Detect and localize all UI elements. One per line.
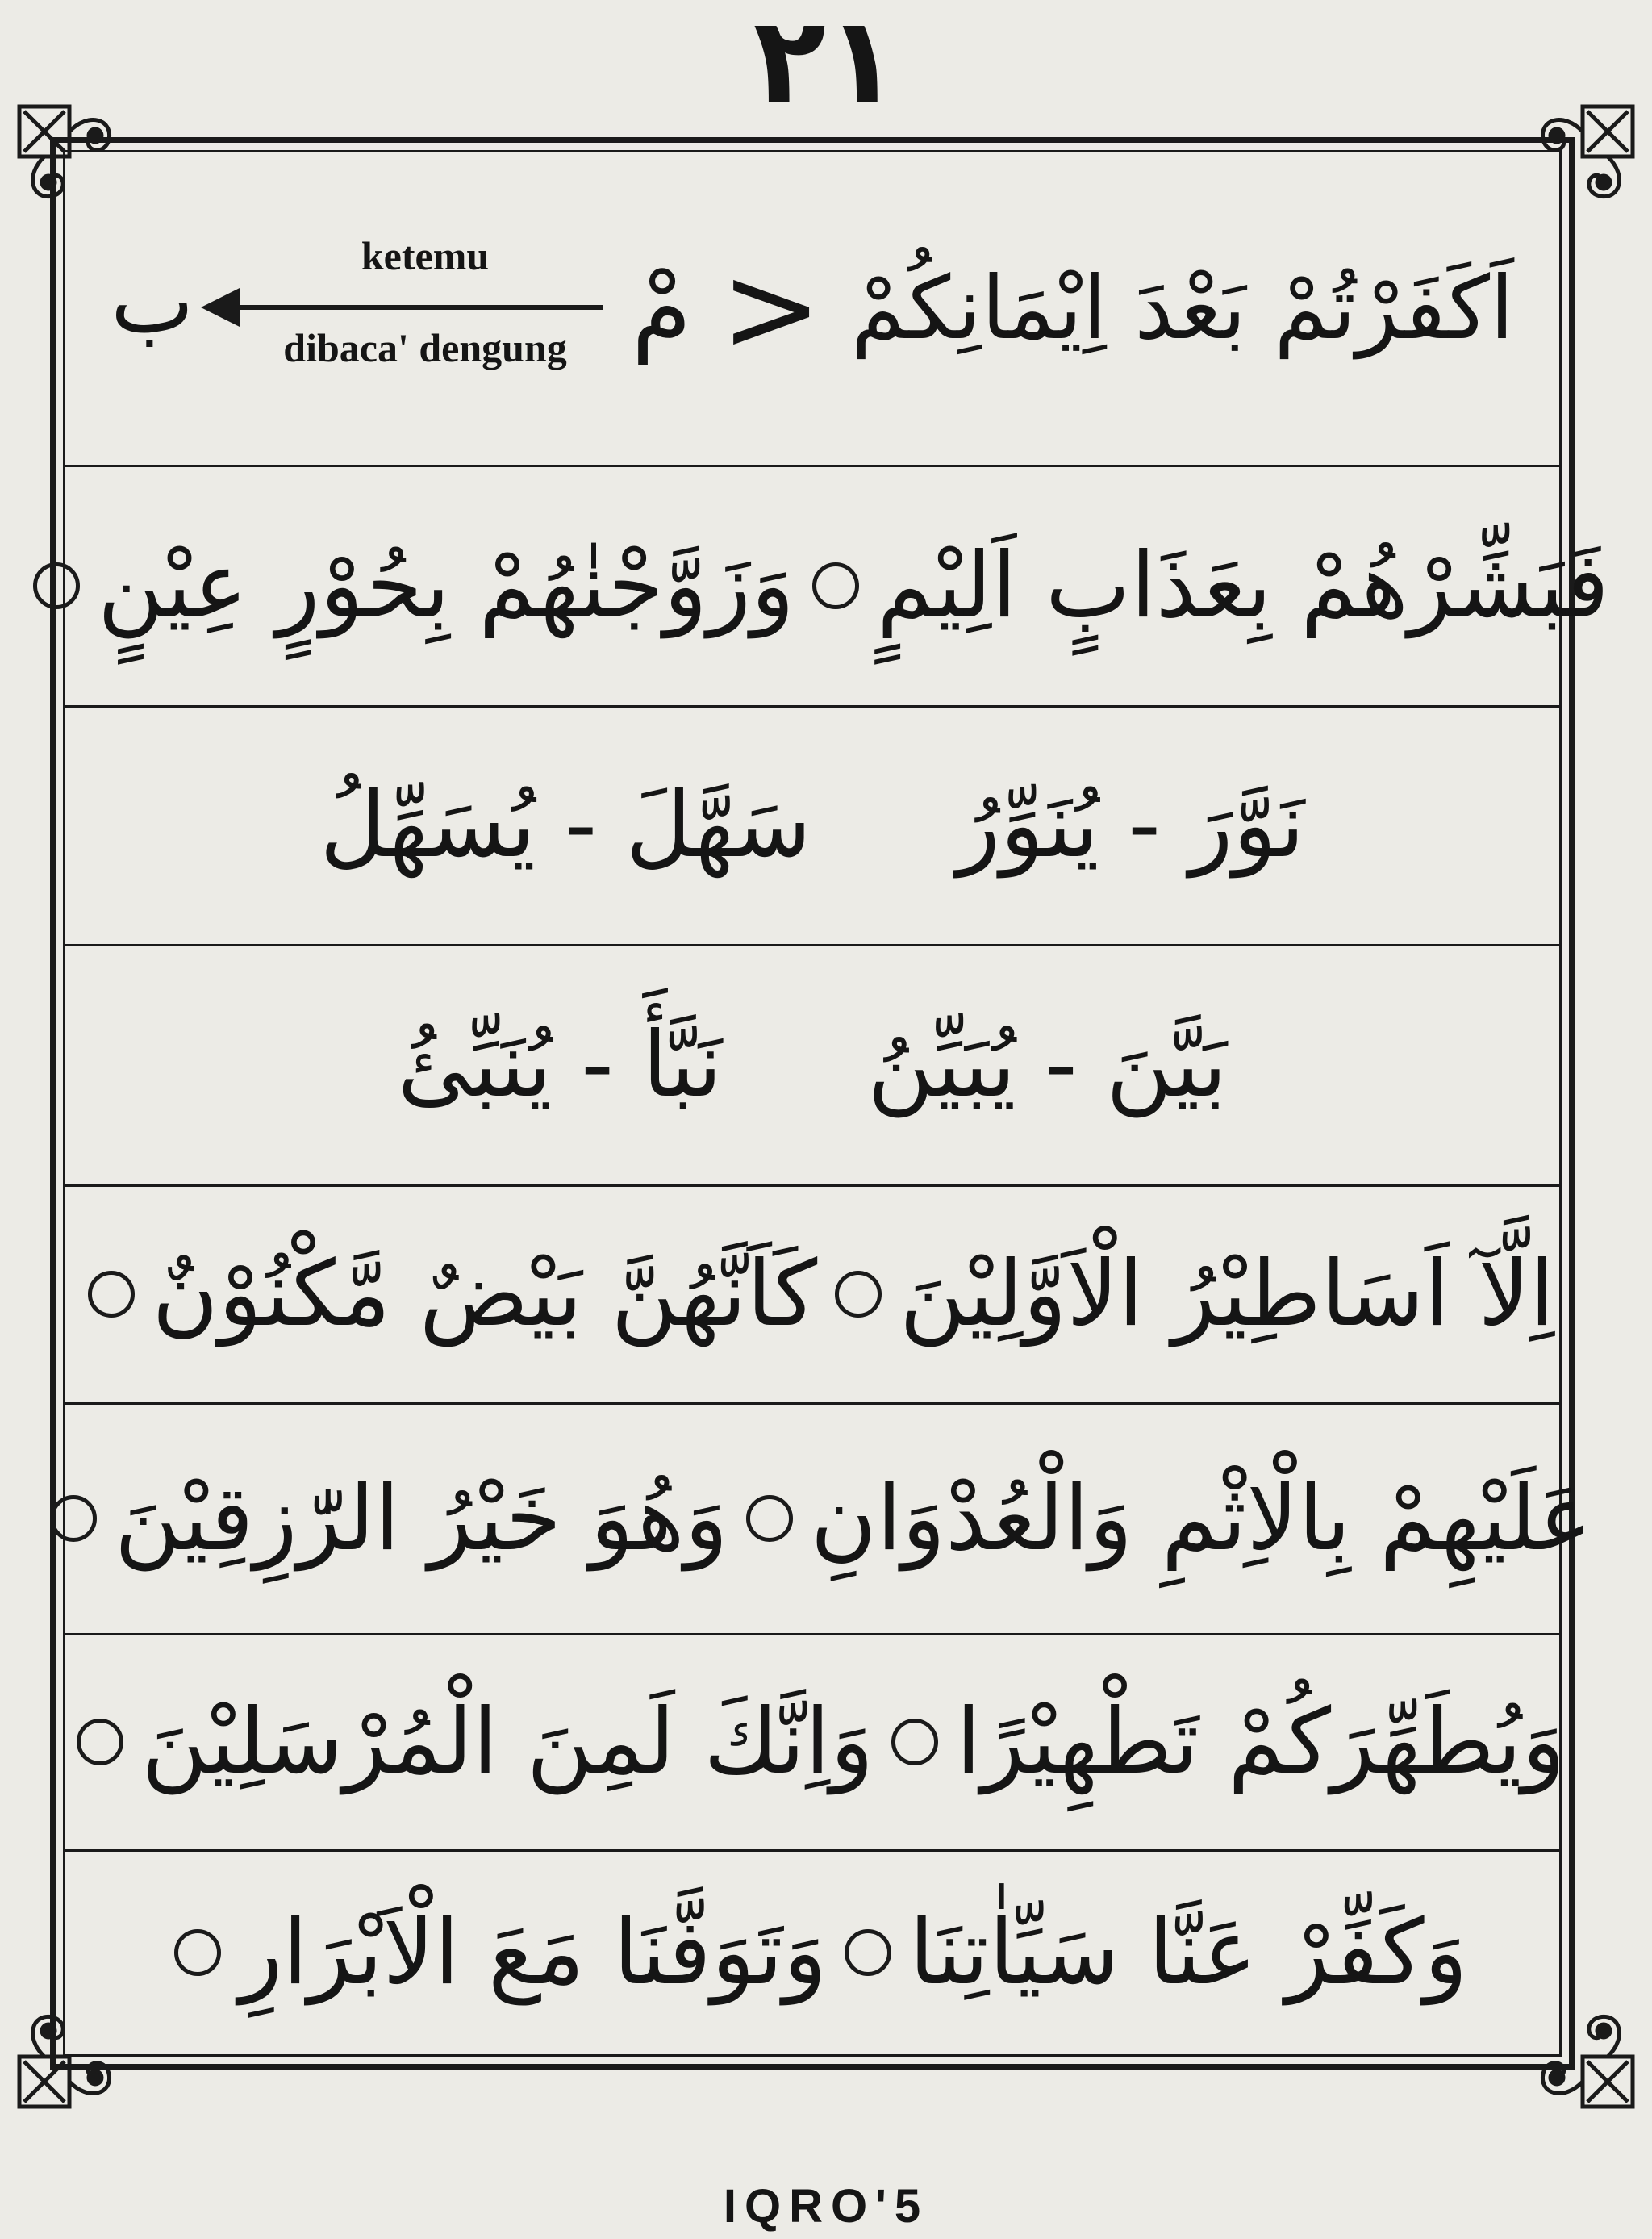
stop-circle-icon (845, 1929, 891, 1976)
arrow-left-icon (232, 305, 603, 310)
book-title-footer: IQRO'5 (723, 2180, 929, 2233)
rule-legend (111, 220, 611, 398)
line-left-phrase: نَبَّأَ - يُنَبِّئُ (397, 1013, 723, 1118)
line-left-phrase: وَهُوَ خَيْرُ الرّٰزِقِيْنَ (114, 1466, 728, 1572)
reading-line (65, 1635, 1566, 1852)
line-right-phrase: عَلَيْهِمْ بِالْاِثْمِ وَالْعُدْوَانِ (810, 1466, 1593, 1572)
ba-letter: ب (111, 249, 194, 353)
legend-bottom-text: dibaca' dengung (283, 324, 567, 370)
reading-line (65, 467, 1609, 708)
line-right-phrase: فَبَشِّرْهُمْ بِعَذَابٍ اَلِيْمٍ (876, 533, 1609, 639)
page-number: ٢١ (753, 0, 899, 130)
reading-line (65, 1852, 1559, 2053)
reading-line (65, 946, 1559, 1187)
stop-circle-icon (88, 1271, 135, 1318)
stop-circle-icon (812, 562, 859, 609)
stop-circle-icon (746, 1495, 793, 1542)
line-right-phrase: اِلَّآ اَسَاطِيْرُ الْاَوَّلِيْنَ (899, 1242, 1555, 1347)
line-left-phrase: وَزَوَّجْنٰهُمْ بِحُوْرٍ عِيْنٍ (98, 533, 795, 639)
stop-circle-icon (174, 1929, 221, 1976)
line-left-phrase: كَاَنَّهُنَّ بَيْضٌ مَّكْنُوْنٌ (152, 1242, 818, 1347)
example-phrase: اَكَفَرْتُمْ بَعْدَ اِيْمَانِكُمْ (850, 257, 1514, 359)
line-right-phrase: نَوَّرَ - يُنَوِّرُ (956, 773, 1305, 879)
stop-circle-icon (50, 1495, 97, 1542)
legend-top-text: ketemu (361, 232, 490, 278)
stop-circle-icon (891, 1719, 938, 1765)
line-right-phrase: وَيُطَهِّرَكُمْ تَطْهِيْرًا (956, 1690, 1566, 1795)
line-left-phrase: وَاِنَّكَ لَمِنَ الْمُرْسَلِيْنَ (141, 1690, 874, 1795)
line-left-phrase: سَهَّلَ - يُسَهِّلُ (319, 773, 811, 879)
stop-circle-icon (33, 562, 80, 609)
reading-line (65, 1405, 1593, 1635)
mim-sukun-letter: مْ (632, 252, 692, 365)
stop-circle-icon (77, 1719, 123, 1765)
bracket-symbol: < (720, 238, 822, 379)
stop-circle-icon (835, 1271, 882, 1318)
line-left-phrase: وَتَوَفَّنَا مَعَ الْاَبْرَارِ (239, 1899, 827, 2005)
line-right-phrase: وَكَفِّرْ عَنَّا سَيِّاٰتِنَا (908, 1899, 1468, 2005)
line-right-phrase: بَيَّنَ - يُبَيِّنُ (867, 1013, 1228, 1118)
header-rule-row (65, 152, 1559, 467)
reading-line (65, 1187, 1559, 1405)
arrow-head-icon (201, 288, 240, 327)
reading-line (65, 708, 1559, 946)
